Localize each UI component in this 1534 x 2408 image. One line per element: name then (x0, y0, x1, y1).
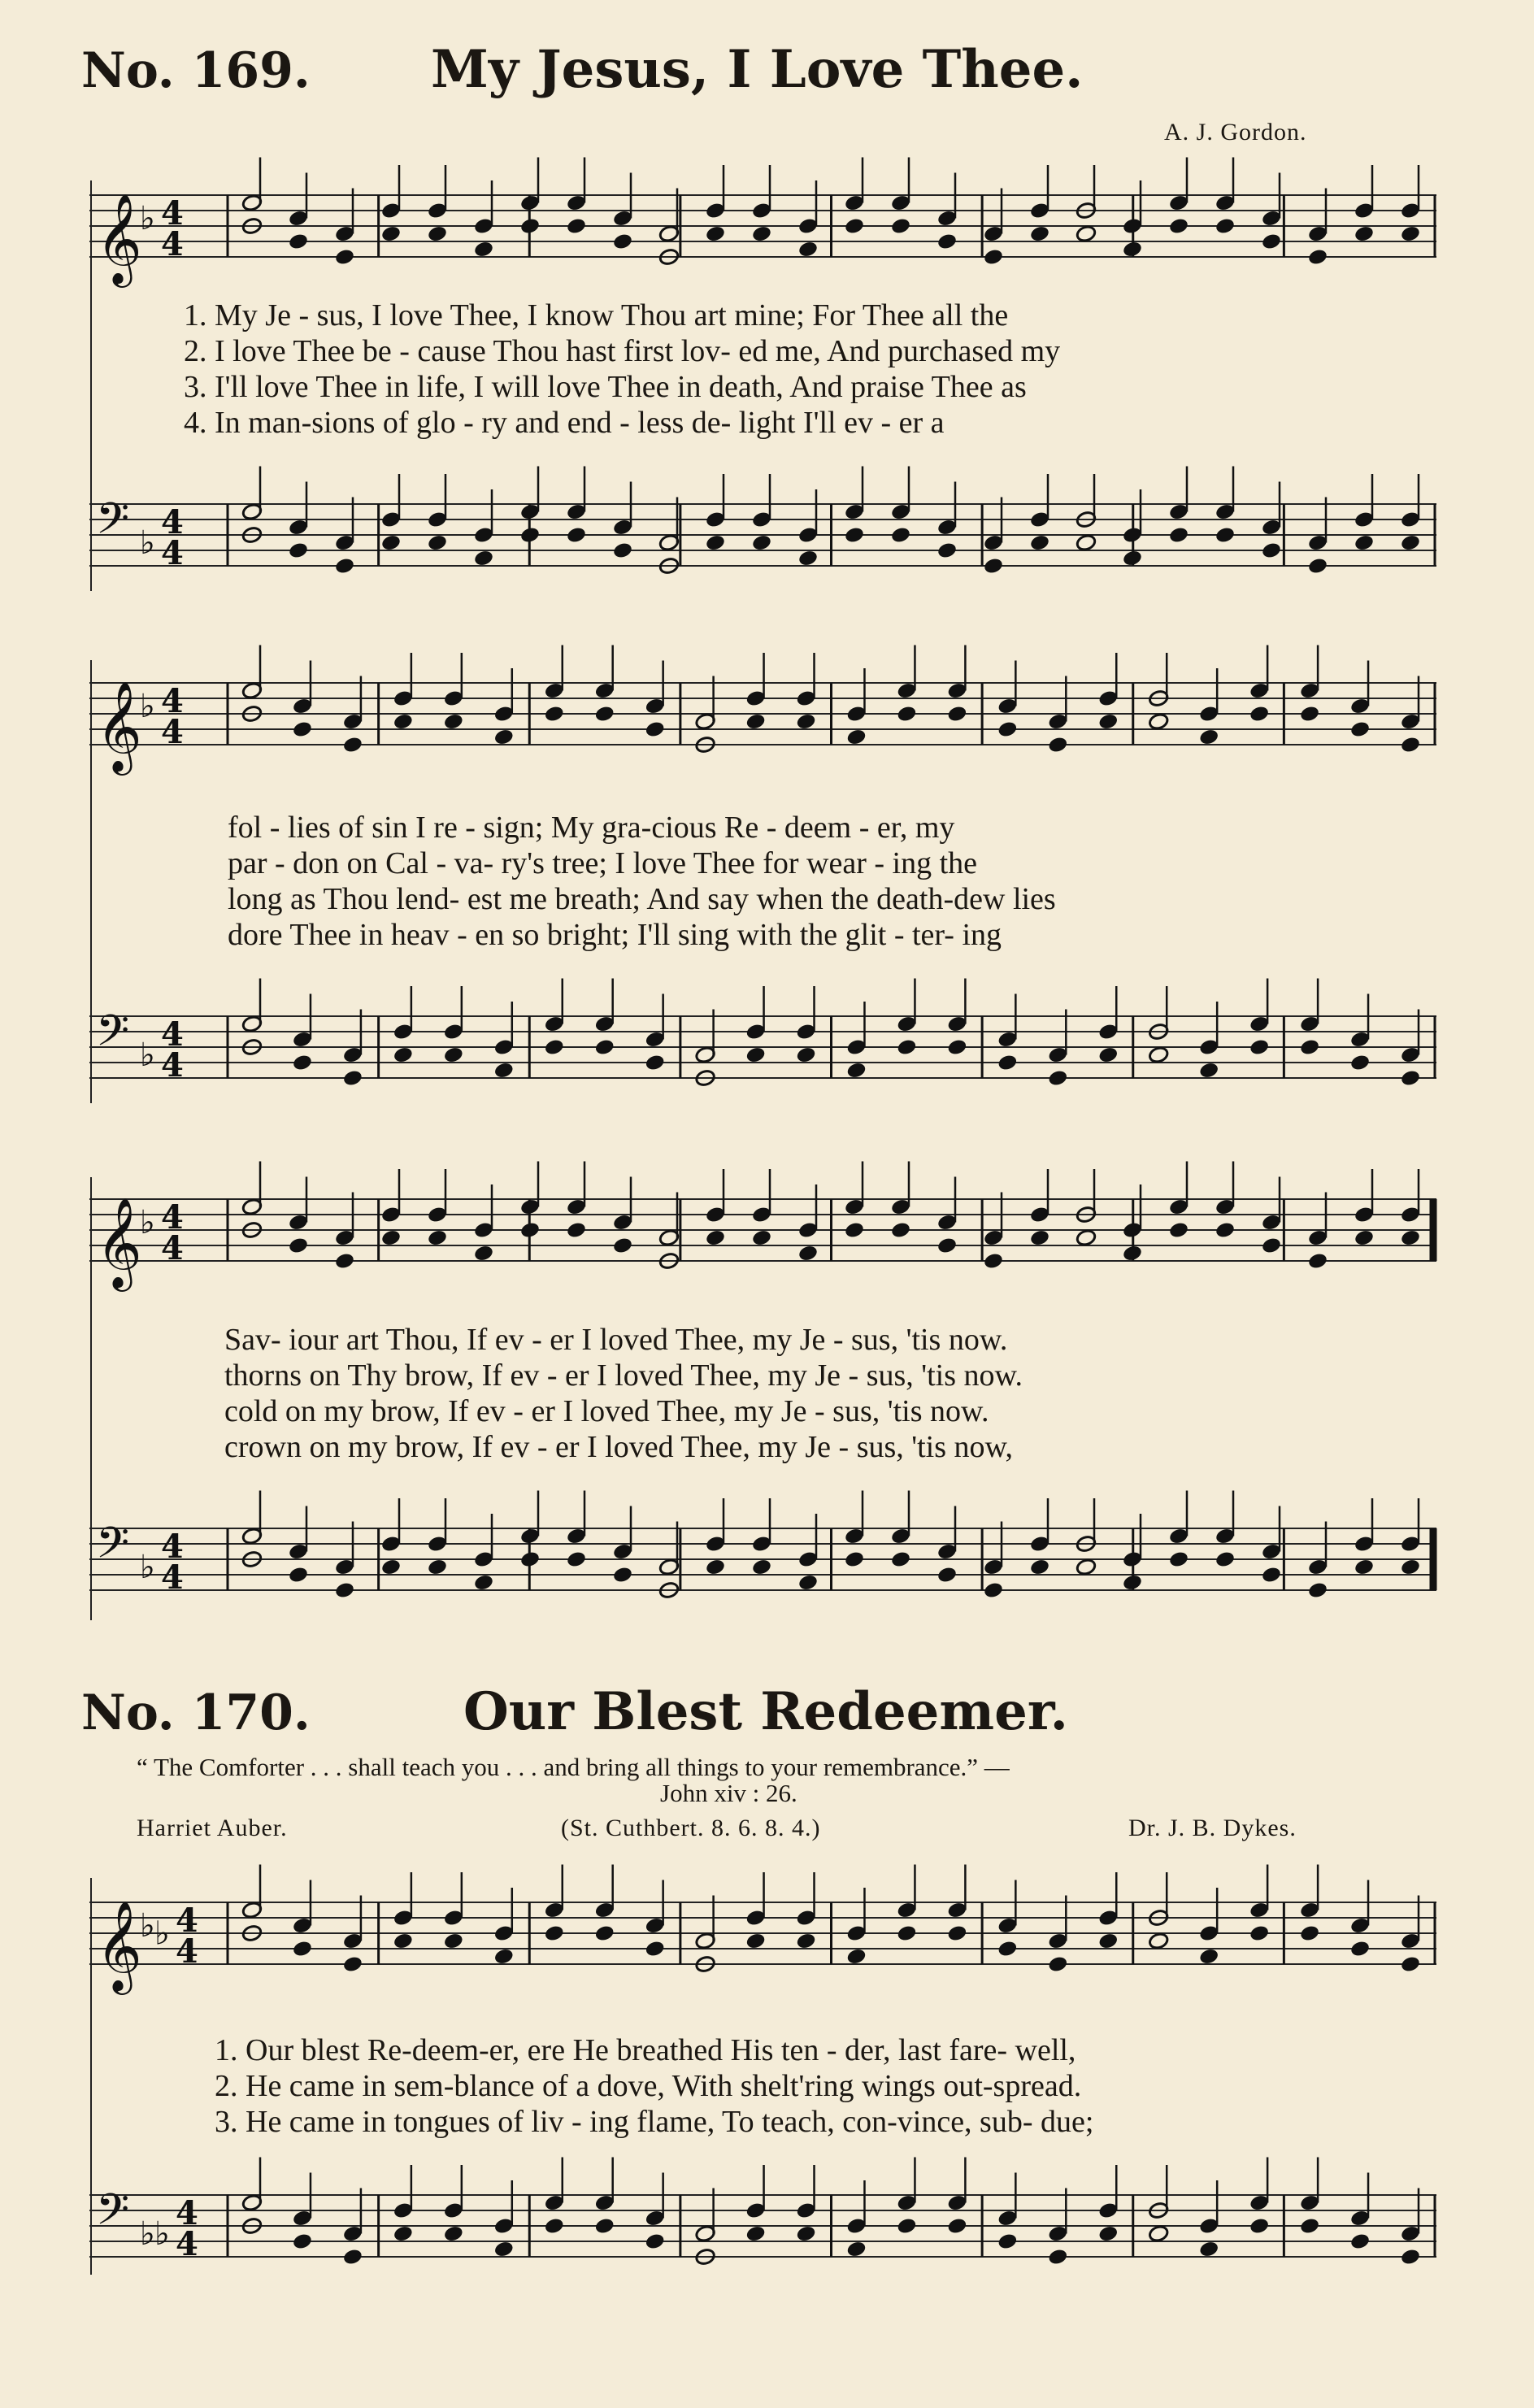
note-head (946, 1924, 967, 1943)
note-head (1122, 1244, 1143, 1263)
note-head (890, 1221, 911, 1240)
note-head (544, 705, 565, 724)
lyric-line: 3. I'll love Thee in life, I will love Thee in death, And praise Thee as (184, 370, 1027, 404)
lyric-line: cold on my brow, If ev - er I loved Thee, my Je - sus, 'tis now. (224, 1394, 989, 1428)
note-head (1215, 526, 1236, 545)
note-head (1047, 2248, 1068, 2267)
time-signature-top: 4 (176, 1902, 198, 1940)
time-signature-top: 4 (161, 1198, 184, 1237)
note-head (745, 1932, 766, 1950)
note-head (380, 1228, 402, 1247)
treble-clef-icon: 𝄞 (96, 193, 142, 284)
time-signature-bottom: 4 (176, 1932, 198, 1971)
note-head (1349, 1940, 1371, 1958)
time-signature-top: 4 (161, 1015, 184, 1054)
note-head (1168, 1550, 1189, 1569)
note-head (1148, 1932, 1169, 1950)
time-signature-bottom: 4 (161, 225, 184, 263)
note-head (612, 1237, 633, 1255)
note-head (1168, 526, 1189, 545)
note-head (705, 1558, 726, 1576)
note-head (342, 736, 363, 754)
note-head (1299, 1924, 1320, 1943)
flat-icon: ♭ (140, 524, 155, 562)
note-head (1354, 224, 1375, 243)
note-head (566, 1221, 587, 1240)
note-head (1400, 1955, 1421, 1974)
note-head (334, 1252, 355, 1271)
note-head (1261, 541, 1282, 560)
time-signature-bottom: 4 (176, 2225, 198, 2263)
note-head (1097, 1045, 1119, 1064)
time-signature-top: 4 (161, 194, 184, 233)
note-head (1400, 736, 1421, 754)
note-head (566, 526, 587, 545)
note-head (1168, 217, 1189, 236)
note-head (1400, 2248, 1421, 2267)
note-head (1215, 1550, 1236, 1569)
bass-staff (89, 472, 1443, 634)
hymn-title: Our Blest Redeemer. (463, 1681, 1068, 1742)
note-head (1215, 1221, 1236, 1240)
note-head (1249, 705, 1270, 724)
note-head (983, 1252, 1004, 1271)
lyric-line: 3. He came in tongues of liv - ing flame, To teach, con-vince, sub- due; (215, 2105, 1094, 2139)
bass-staff (89, 1496, 1443, 1658)
note-head (936, 1237, 958, 1255)
note-head (519, 217, 541, 236)
note-head (1198, 2240, 1219, 2258)
lyric-line: par - don on Cal - va- ry's tree; I love Thee for wear - ing the (228, 846, 978, 880)
lyric-line: fol - lies of sin I re - sign; My gra-cious Re - deem - er, my (228, 811, 955, 845)
hymn-number: No. 170. (81, 1684, 311, 1741)
note-head (997, 1940, 1018, 1958)
note-head (473, 549, 494, 567)
note-head (1261, 1237, 1282, 1255)
note-head (795, 1045, 816, 1064)
bass-clef-icon: 𝄢 (96, 2185, 130, 2245)
note-head (1148, 712, 1169, 731)
flat-icon: ♭ (140, 1549, 155, 1586)
note-head (1215, 217, 1236, 236)
note-head (797, 1573, 819, 1592)
note-head (443, 712, 464, 731)
system-brace (81, 660, 98, 1103)
time-signature-top: 4 (161, 503, 184, 541)
note-head (1076, 533, 1097, 552)
tune-name: (St. Cuthbert. 8. 6. 8. 4.) (561, 1815, 821, 1841)
note-head (705, 533, 726, 552)
note-head (443, 2224, 464, 2243)
bass-clef-icon: 𝄢 (96, 1519, 130, 1579)
note-head (1354, 1228, 1375, 1247)
note-head (519, 526, 541, 545)
flat-icon: ♭ (140, 1204, 155, 1241)
note-head (1349, 1054, 1371, 1072)
note-head (751, 1558, 772, 1576)
note-head (890, 217, 911, 236)
note-head (342, 1955, 363, 1974)
lyric-line: crown on my brow, If ev - er I loved Thee, my Je - sus, 'tis now, (224, 1430, 1014, 1464)
note-head (1047, 736, 1068, 754)
note-head (393, 2224, 414, 2243)
note-head (334, 248, 355, 267)
flat-icon: ♭ (140, 1037, 155, 1074)
time-signature-top: 4 (161, 1528, 184, 1566)
note-head (745, 1045, 766, 1064)
note-head (844, 1221, 865, 1240)
note-head (342, 2248, 363, 2267)
bass-clef-icon: 𝄢 (96, 1006, 130, 1067)
lyric-line: 1. Our blest Re-deem-er, ere He breathed His ten - der, last fare- well, (215, 2033, 1076, 2067)
note-head (594, 2217, 615, 2236)
note-head (845, 1061, 867, 1080)
note-head (890, 1550, 911, 1569)
note-head (612, 233, 633, 251)
note-head (1299, 1038, 1320, 1057)
note-head (751, 533, 772, 552)
bass-staff (89, 984, 1443, 1146)
note-head (1047, 1955, 1068, 1974)
note-head (288, 1566, 309, 1584)
note-head (1307, 557, 1328, 576)
treble-staff (89, 650, 1443, 813)
flat-icon: ♭ (154, 1915, 170, 1953)
note-head (393, 712, 414, 731)
epigraph-citation: John xiv : 26. (660, 1779, 797, 1807)
note-head (1249, 1038, 1270, 1057)
flat-icon: ♭ (140, 200, 155, 237)
system-brace (81, 1177, 98, 1620)
time-signature-bottom: 4 (161, 1558, 184, 1597)
time-signature-top: 4 (161, 682, 184, 720)
note-head (997, 1054, 1018, 1072)
bass-clef-icon: 𝄢 (96, 494, 130, 554)
note-head (292, 1054, 313, 1072)
note-head (1354, 533, 1375, 552)
lyric-line: 4. In man-sions of glo - ry and end - less de- light I'll ev - er a (184, 406, 945, 440)
note-head (566, 1550, 587, 1569)
note-head (946, 705, 967, 724)
note-head (1249, 2217, 1270, 2236)
note-head (946, 1038, 967, 1057)
note-head (594, 1924, 615, 1943)
note-head (983, 557, 1004, 576)
note-head (745, 712, 766, 731)
note-head (997, 2232, 1018, 2251)
note-head (519, 1550, 541, 1569)
hymn-title: My Jesus, I Love Thee. (431, 39, 1084, 100)
note-head (334, 557, 355, 576)
note-head (544, 2217, 565, 2236)
note-head (544, 1038, 565, 1057)
note-head (844, 1550, 865, 1569)
note-head (890, 526, 911, 545)
note-head (380, 533, 402, 552)
lyric-line: 1. My Je - sus, I love Thee, I know Thou art mine; For Thee all the (184, 298, 1009, 333)
note-head (936, 1566, 958, 1584)
note-head (612, 1566, 633, 1584)
note-head (983, 1581, 1004, 1600)
treble-clef-icon: 𝄞 (96, 1197, 142, 1288)
note-head (936, 541, 958, 560)
note-head (1349, 720, 1371, 739)
note-head (845, 728, 867, 746)
note-head (1122, 549, 1143, 567)
lyric-line: 2. He came in sem-blance of a dove, With shelt'ring wings out-spread. (215, 2069, 1082, 2103)
note-head (705, 1228, 726, 1247)
note-head (1261, 1566, 1282, 1584)
note-head (393, 1045, 414, 1064)
author-credit: A. J. Gordon. (1164, 119, 1307, 146)
time-signature-top: 4 (176, 2194, 198, 2232)
note-head (1299, 705, 1320, 724)
author-credit: Harriet Auber. (137, 1815, 288, 1841)
note-head (844, 526, 865, 545)
note-head (645, 1054, 666, 1072)
time-signature-bottom: 4 (161, 534, 184, 572)
note-head (795, 712, 816, 731)
note-head (288, 541, 309, 560)
note-head (795, 1932, 816, 1950)
note-head (705, 224, 726, 243)
note-head (288, 233, 309, 251)
note-head (946, 2217, 967, 2236)
note-head (645, 2232, 666, 2251)
note-head (334, 1581, 355, 1600)
note-head (797, 240, 819, 259)
note-head (380, 224, 402, 243)
note-head (844, 217, 865, 236)
note-head (493, 1061, 515, 1080)
note-head (1400, 1069, 1421, 1088)
note-head (1349, 2232, 1371, 2251)
note-head (751, 224, 772, 243)
note-head (1249, 1924, 1270, 1943)
note-head (427, 533, 448, 552)
flat-icon: ♭ (154, 2215, 170, 2253)
note-head (594, 705, 615, 724)
note-head (896, 1924, 917, 1943)
flat-icon: ♭ (140, 1907, 155, 1945)
treble-clef-icon: 𝄞 (96, 680, 142, 772)
note-head (1076, 1558, 1097, 1576)
note-head (493, 728, 515, 746)
note-head (1198, 1947, 1219, 1966)
note-head (288, 1237, 309, 1255)
note-head (1168, 1221, 1189, 1240)
note-head (1307, 1252, 1328, 1271)
note-head (473, 1573, 494, 1592)
note-head (342, 1069, 363, 1088)
note-head (936, 233, 958, 251)
note-head (1307, 1581, 1328, 1600)
note-head (1400, 1558, 1421, 1576)
lyric-line: long as Thou lend- est me breath; And say when the death-dew lies (228, 882, 1056, 916)
lyric-line: Sav- iour art Thou, If ev - er I loved Thee, my Je - sus, 'tis now. (224, 1323, 1008, 1357)
note-head (845, 1947, 867, 1966)
note-head (427, 1558, 448, 1576)
note-head (983, 248, 1004, 267)
note-head (427, 224, 448, 243)
note-head (1076, 224, 1097, 243)
note-head (1148, 2224, 1169, 2243)
treble-staff (89, 1870, 1443, 2032)
note-head (493, 1947, 515, 1966)
note-head (997, 720, 1018, 739)
note-head (473, 240, 494, 259)
note-head (1029, 1228, 1050, 1247)
note-head (1400, 224, 1421, 243)
note-head (1029, 533, 1050, 552)
note-head (1097, 712, 1119, 731)
note-head (1198, 728, 1219, 746)
note-head (1400, 1228, 1421, 1247)
time-signature-bottom: 4 (161, 713, 184, 751)
note-head (1076, 1228, 1097, 1247)
note-head (612, 541, 633, 560)
treble-clef-icon: 𝄞 (96, 1900, 142, 1991)
treble-staff (89, 1167, 1443, 1329)
note-head (473, 1244, 494, 1263)
note-head (795, 2224, 816, 2243)
note-head (380, 1558, 402, 1576)
note-head (566, 217, 587, 236)
note-head (1029, 224, 1050, 243)
note-head (594, 1038, 615, 1057)
note-head (645, 1940, 666, 1958)
hymn-number: No. 169. (81, 42, 311, 99)
time-signature-bottom: 4 (161, 1229, 184, 1267)
note-head (1148, 1045, 1169, 1064)
note-head (1299, 2217, 1320, 2236)
note-head (519, 1221, 541, 1240)
system-brace (81, 180, 98, 591)
note-head (393, 1932, 414, 1950)
note-head (1097, 1932, 1119, 1950)
note-head (493, 2240, 515, 2258)
note-head (443, 1932, 464, 1950)
flat-icon: ♭ (140, 688, 155, 725)
note-head (443, 1045, 464, 1064)
system-brace (81, 1878, 98, 2275)
lyric-line: thorns on Thy brow, If ev - er I loved Thee, my Je - sus, 'tis now. (224, 1358, 1023, 1393)
note-head (1029, 1558, 1050, 1576)
note-head (292, 1940, 313, 1958)
lyric-line: dore Thee in heav - en so bright; I'll sing with the glit - ter- ing (228, 918, 1002, 952)
note-head (1097, 2224, 1119, 2243)
note-head (751, 1228, 772, 1247)
note-head (845, 2240, 867, 2258)
note-head (1047, 1069, 1068, 1088)
note-head (1198, 1061, 1219, 1080)
note-head (745, 2224, 766, 2243)
composer-credit: Dr. J. B. Dykes. (1128, 1815, 1297, 1841)
bass-staff (89, 2162, 1443, 2325)
note-head (292, 720, 313, 739)
note-head (896, 1038, 917, 1057)
note-head (797, 1244, 819, 1263)
flat-icon: ♭ (140, 2215, 155, 2253)
note-head (1354, 1558, 1375, 1576)
note-head (1122, 1573, 1143, 1592)
note-head (645, 720, 666, 739)
note-head (1122, 240, 1143, 259)
note-head (427, 1228, 448, 1247)
lyric-line: 2. I love Thee be - cause Thou hast first lov- ed me, And purchased my (184, 334, 1061, 368)
note-head (896, 705, 917, 724)
note-head (1261, 233, 1282, 251)
note-head (544, 1924, 565, 1943)
note-head (1400, 533, 1421, 552)
note-head (292, 2232, 313, 2251)
note-head (797, 549, 819, 567)
time-signature-bottom: 4 (161, 1046, 184, 1084)
note-head (1307, 248, 1328, 267)
note-head (896, 2217, 917, 2236)
epigraph: “ The Comforter . . . shall teach you . . . and bring all things to your remembrance.” — (137, 1753, 1010, 1781)
